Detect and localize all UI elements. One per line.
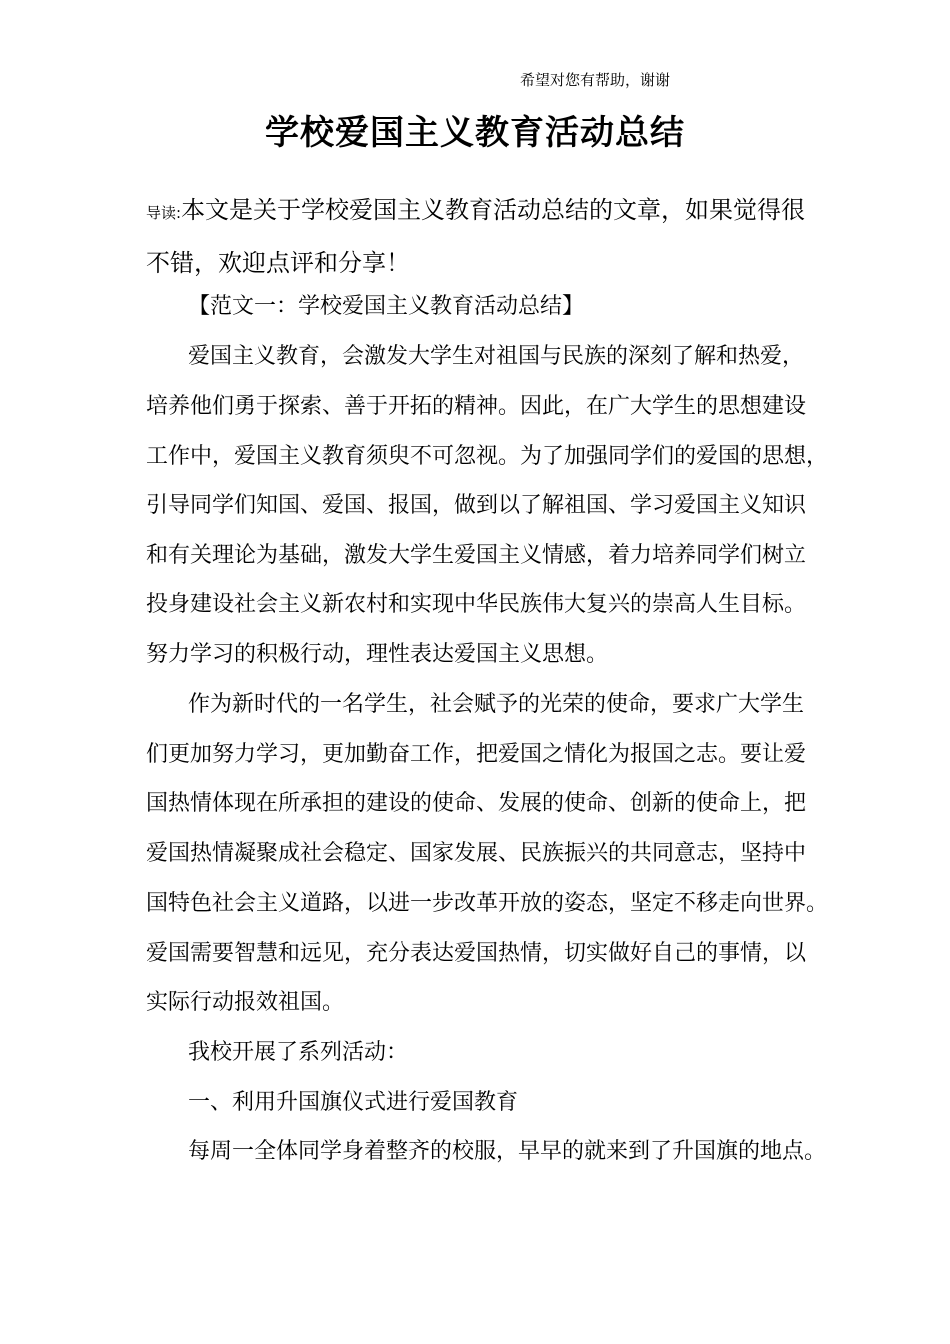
text-line: 国热情体现在所承担的建设的使命、发展的使命、创新的使命上，把 [146, 791, 807, 816]
text-line: 引导同学们知国、爱国、报国，做到以了解祖国、学习爱国主义知识 [146, 493, 807, 518]
header-note: 希望对您有帮助，谢谢 [520, 71, 671, 89]
text-line: 们更加努力学习，更加勤奋工作，把爱国之情化为报国之志。要让爱 [146, 742, 807, 767]
text-line: 实际行动报效祖国。 [146, 990, 345, 1015]
text-line: 工作中，爱国主义教育须臾不可忽视。为了加强同学们的爱国的思想， [146, 444, 829, 469]
document-title: 学校爱国主义教育活动总结 [265, 113, 685, 153]
text-line: 我校开展了系列活动： [188, 1040, 409, 1065]
text-line: 爱国需要智慧和远见，充分表达爱国热情，切实做好自己的事情，以 [146, 941, 807, 966]
intro-label: 导读: [146, 204, 182, 222]
intro-text: 本文是关于学校爱国主义教育活动总结的文章，如果觉得很不错，欢迎点评和分享！ [146, 196, 806, 277]
text-line: 和有关理论为基础，激发大学生爱国主义情感，着力培养同学们树立 [146, 543, 807, 568]
text-line: 努力学习的积极行动，理性表达爱国主义思想。 [146, 642, 609, 667]
subsection-heading: 一、利用升国旗仪式进行爱国教育 [188, 1090, 519, 1115]
text-line: 培养他们勇于探索、善于开拓的精神。因此，在广大学生的思想建设 [146, 394, 807, 419]
text-line: 每周一全体同学身着整齐的校服，早早的就来到了升国旗的地点。 [188, 1139, 827, 1164]
text-line: 国特色社会主义道路，以进一步改革开放的姿态，坚定不移走向世界。 [146, 891, 829, 916]
text-line: 爱国主义教育，会激发大学生对祖国与民族的深刻了解和热爱， [188, 344, 805, 369]
intro-paragraph [146, 185, 816, 288]
text-line: 作为新时代的一名学生，社会赋予的光荣的使命，要求广大学生 [188, 692, 805, 717]
text-line: 投身建设社会主义新农村和实现中华民族伟大复兴的崇高人生目标。 [146, 592, 807, 617]
section-heading: 【范文一：学校爱国主义教育活动总结】 [188, 294, 585, 319]
text-line: 爱国热情凝聚成社会稳定、国家发展、民族振兴的共同意志，坚持中 [146, 841, 807, 866]
